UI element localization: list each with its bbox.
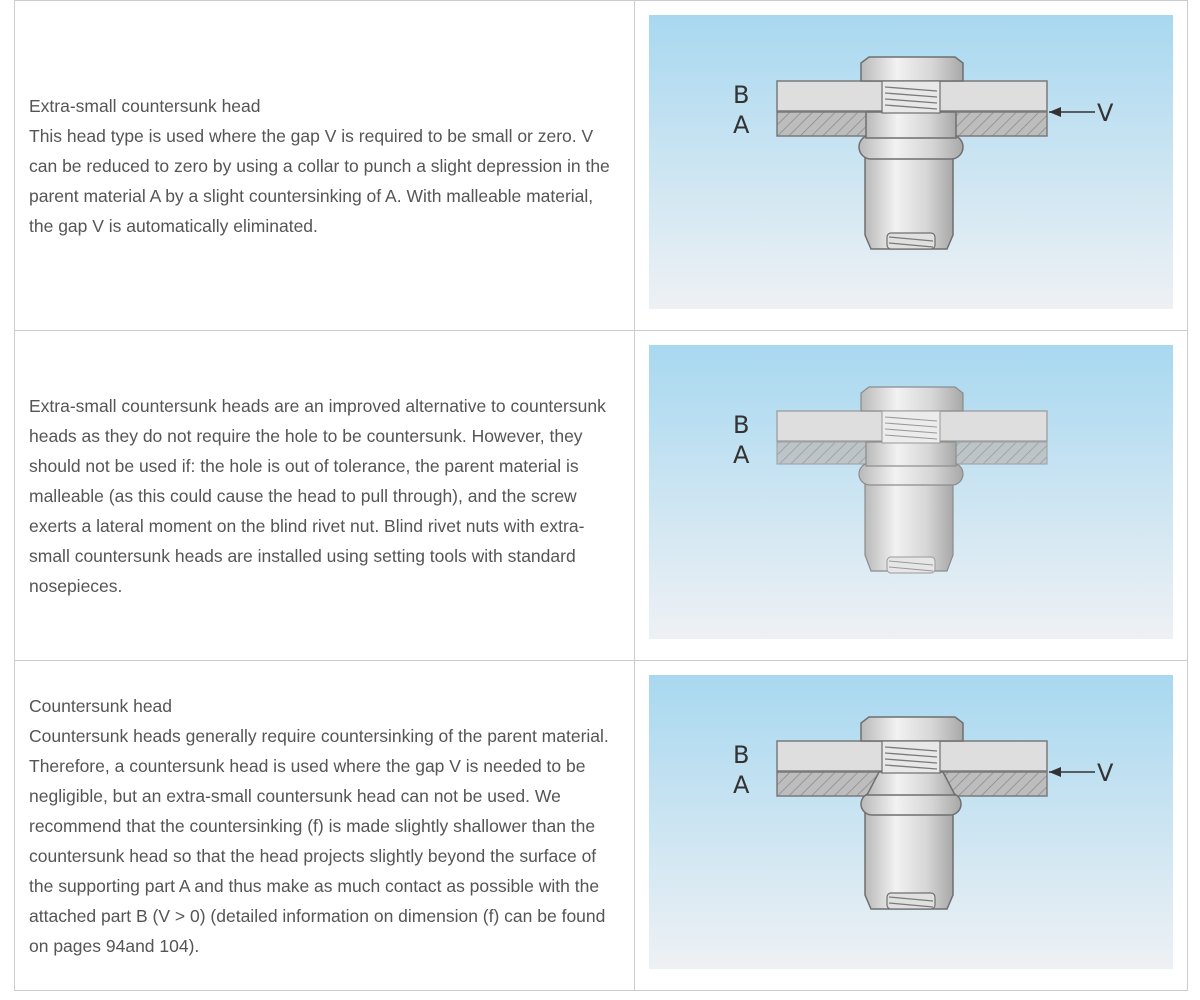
label-v: V [1097,99,1114,127]
section-body: Extra-small countersunk heads are an improved alternative to countersunk heads as they do not require the hole to be countersunk. However, they should not be used if: the hole is out of tolerance, the parent material is malleable (as this could cause the head to pull through), and the screw exerts a lateral moment on the blind rivet nut. Blind rivet nuts with extra-small countersunk heads are installed using setting tools with standard nosepieces. [29,395,606,596]
description-cell [15,1,635,330]
label-b: B [733,741,750,769]
label-v: V [1097,759,1114,787]
rivet-nut-diagram [649,675,1173,969]
rivet-nut-head-table [14,0,1188,991]
label-a: A [733,771,750,799]
section-body: This head type is used where the gap V is required to be small or zero. V can be reduced to zero by using a collar to punch a slight depression in the parent material A by a slight countersinking of A. With malleable material, the gap V is automatically eliminated. [29,125,610,236]
rivet-nut-diagram [649,345,1173,639]
section-heading: Extra-small countersunk head [29,95,261,116]
table-row [15,0,1187,331]
table-row [15,660,1187,991]
table-row [15,330,1187,661]
description-cell [15,331,635,660]
figure-cell [635,1,1187,330]
description-cell [15,661,635,990]
label-b: B [733,81,750,109]
label-a: A [733,111,750,139]
section-body: Countersunk heads generally require countersinking of the parent material. Therefore, a countersunk head is used where the gap V is needed to be negligible, but an extra-small countersunk head can not be used. We recommend that the countersinking (f) is made slightly shallower than the countersunk head so that the head projects slightly beyond the surface of the supporting part A and thus make as much contact as possible with the attached part B (V > 0) (detailed information on dimension (f) can be found on pages 94and 104). [29,725,609,956]
label-b: B [733,411,750,439]
section-heading: Countersunk head [29,695,173,716]
label-a: A [733,441,750,469]
rivet-nut-diagram [649,15,1173,309]
figure-cell [635,661,1187,990]
figure-cell [635,331,1187,660]
